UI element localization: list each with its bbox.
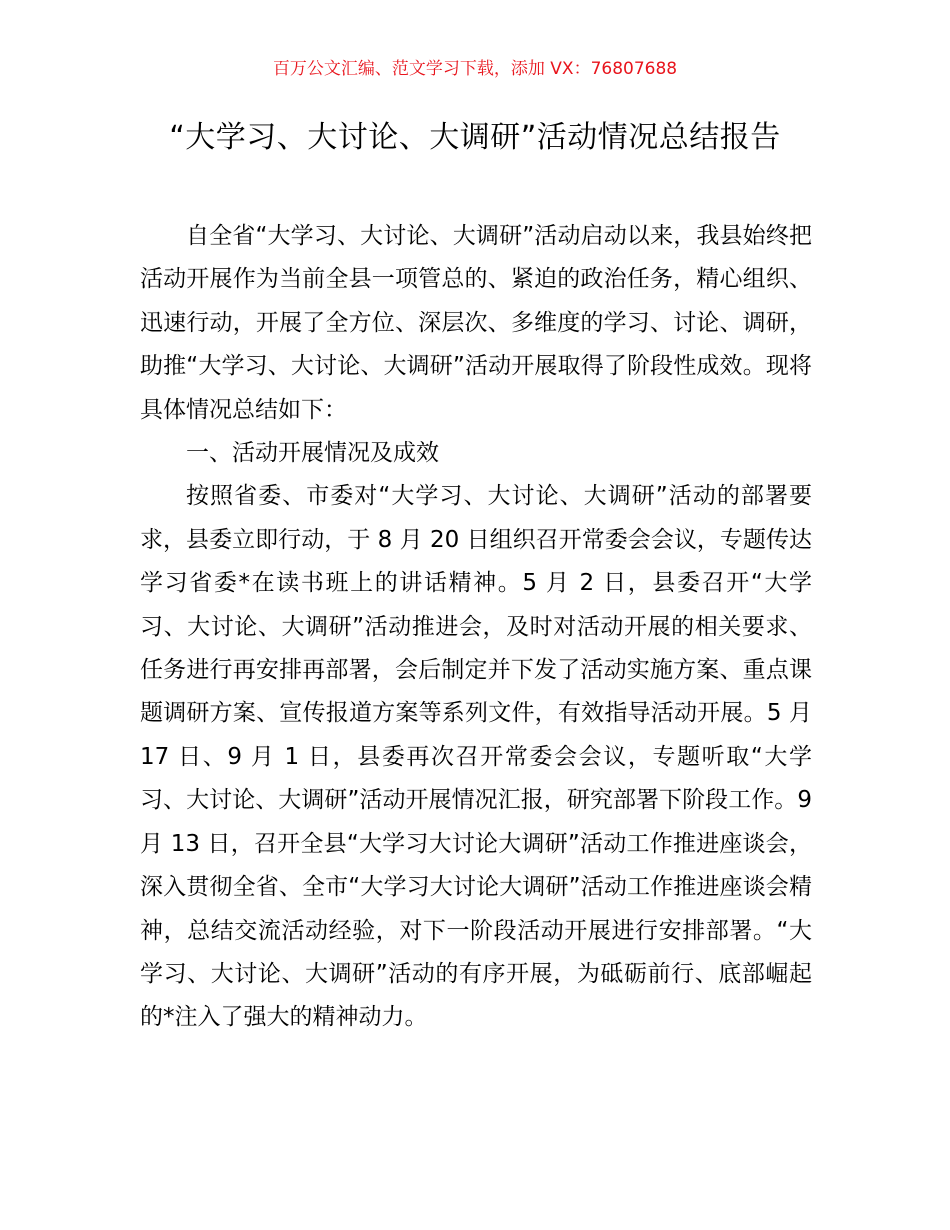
paragraph-activities: 按照省委、市委对“大学习、大讨论、大调研”活动的部署要求，县委立即行动，于 8 月 20 日组织召开常委会会议，专题传达学习省委*在读书班上的讲话精神。5 月 2 日，县委召开“大学习、大讨论、大调研”活动推进会，及时对活动开展的相关要求、任务进行再安排再部署，会后制定并下发了活动实施方案、重点课题调研方案、宣传报道方案等系列文件，有效指导活动开展。5 月 17 日、9 月 1 日，县委再次召开常委会会议，专题听取“大学习、大讨论、大调研”活动开展情况汇报，研究部署下阶段工作。9 月 13 日，召开全县“大学习大讨论大调研”活动工作推进座谈会，深入贯彻全省、全市“大学习大讨论大调研”活动工作推进座谈会精神，总结交流活动经验，对下一阶段活动开展进行安排部署。“大学习、大讨论、大调研”活动的有序开展，为砥砺前行、底部崛起的*注入了强大的精神动力。 (140, 483, 812, 1031)
document-title: “大学习、大讨论、大调研”活动情况总结报告 (169, 120, 781, 155)
section-heading: 一、活动开展情况及成效 (186, 440, 439, 467)
header-banner: 百万公文汇编、范文学习下载，添加 VX：76807688 (272, 59, 678, 79)
document-body (140, 215, 812, 1040)
paragraph-intro: 自全省“大学习、大讨论、大调研”活动启动以来，我县始终把活动开展作为当前全县一项管总的、紧迫的政治任务，精心组织、迅速行动，开展了全方位、深层次、多维度的学习、讨论、调研，助推“大学习、大讨论、大调研”活动开展取得了阶段性成效。现将具体情况总结如下： (140, 223, 812, 423)
